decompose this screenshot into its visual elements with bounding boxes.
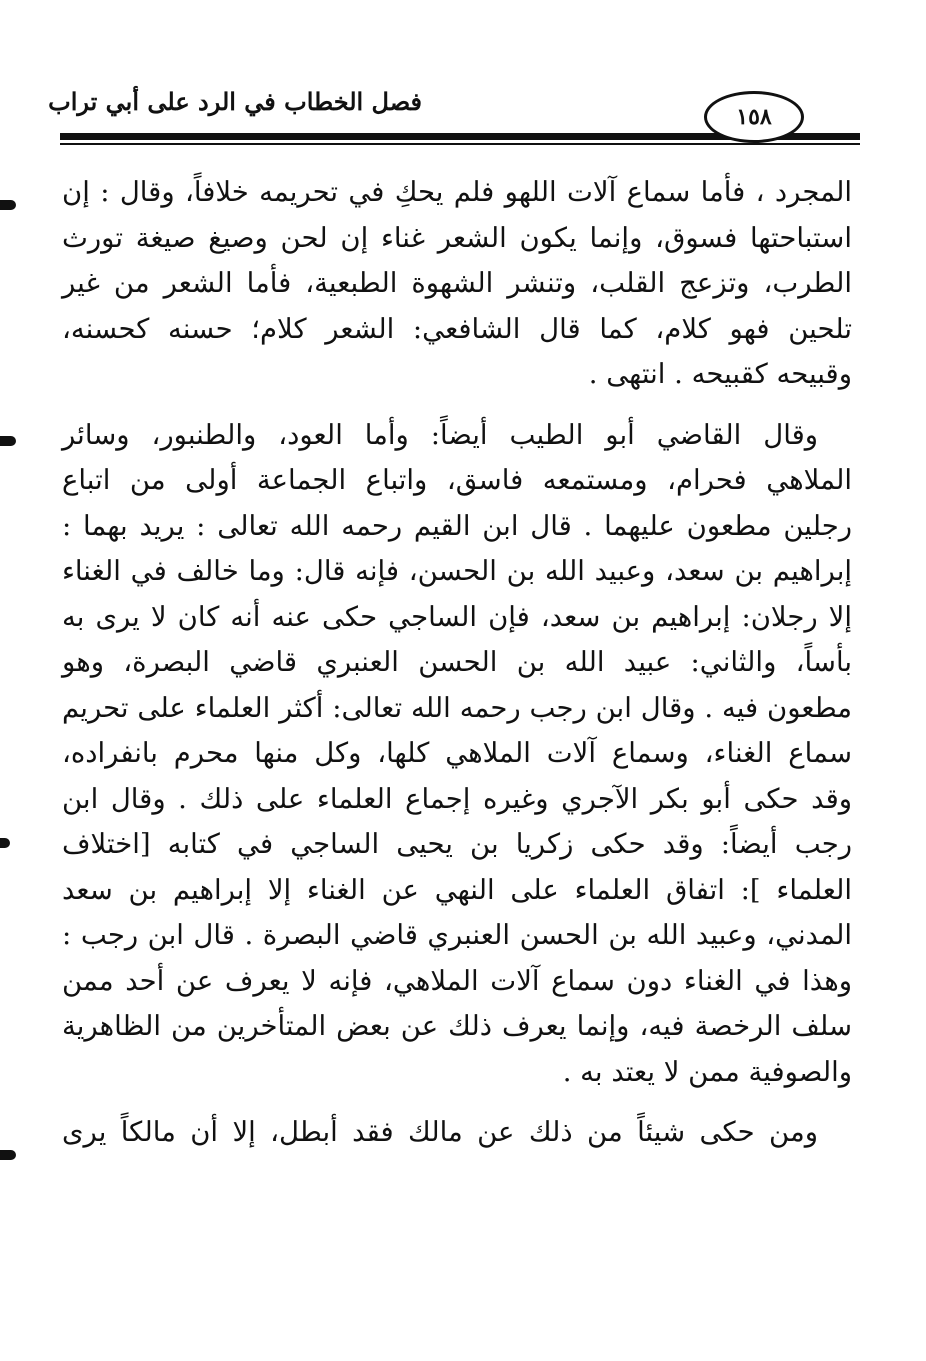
page-number-badge xyxy=(704,91,804,143)
paragraph xyxy=(62,1110,852,1156)
text-line: وقد حكى أبو بكر الآجري وغيره إجماع العلماء على ذلك . وقال ابن xyxy=(62,782,852,815)
text-line: إبراهيم بن سعد، وعبيد الله بن الحسن، فإنه قال: وما خالف في الغناء xyxy=(62,555,852,587)
text-line: وهذا في الغناء دون سماع آلات الملاهي، فإنه لا يعرف عن أحد ممن xyxy=(62,964,852,997)
paragraph xyxy=(62,413,852,1096)
margin-mark xyxy=(0,1150,16,1160)
running-title: فصل الخطاب في الرد على أبي تراب xyxy=(48,87,422,116)
text-line: الطرب، وتزعج القلب، وتنشر الشهوة الطبعية، فأما الشعر من غير xyxy=(62,267,852,299)
margin-mark xyxy=(0,436,16,446)
text-line: مطعون فيه . وقال ابن رجب رحمه الله تعالى: أكثر العلماء على تحريم xyxy=(62,691,852,724)
page-number: ١٥٨ xyxy=(736,104,772,130)
text-line: رجلين مطعون عليهما . قال ابن القيم رحمه الله تعالى : يريد بهما : xyxy=(62,509,852,542)
text-line: المدني، وعبيد الله بن الحسن العنبري قاضي البصرة . قال ابن رجب : xyxy=(62,919,852,951)
text-line: العلماء ]: اتفاق العلماء على النهي عن الغناء إلا إبراهيم بن سعد xyxy=(62,873,852,906)
text-line: الملاهي فحرام، ومستمعه فاسق، واتباع الجماعة أولى من اتباع xyxy=(62,464,852,496)
page-header xyxy=(48,85,860,151)
text-line: والصوفية ممن لا يعتد به . xyxy=(562,1055,852,1088)
margin-mark xyxy=(0,200,16,210)
text-line: رجب أيضاً: وقد حكى زكريا بن يحيى الساجي في كتابه [اختلاف xyxy=(62,828,852,860)
text-line: وقبيحه كقبيحه . انتهى . xyxy=(588,358,852,390)
text-line: تلحين فهو كلام، كما قال الشافعي: الشعر كلام؛ حسنه كحسنه، xyxy=(62,312,852,345)
text-line: إلا رجلان: إبراهيم بن سعد، فإن الساجي حكى عنه أنه كان لا يرى به xyxy=(62,600,852,633)
text-line: المجرد ، فأما سماع آلات اللهو فلم يحكِ في تحريمه خلافاً، وقال : إن xyxy=(62,176,852,208)
text-line: سلف الرخصة فيه، وإنما يعرف ذلك عن بعض المتأخرين من الظاهرية xyxy=(62,1010,852,1042)
text-line: سماع الغناء، وسماع آلات الملاهي كلها، وكل منها محرم بانفراده، xyxy=(62,737,852,769)
margin-mark xyxy=(0,838,10,848)
paragraph xyxy=(62,170,852,398)
text-line: استباحتها فسوق، وإنما يكون الشعر غناء إن لحن وصيغ صيغة تورث xyxy=(62,221,852,254)
header-rule-thin xyxy=(60,143,860,145)
body-text xyxy=(62,170,852,1156)
text-line: بأساً، والثاني: عبيد الله بن الحسن العنبري قاضي البصرة، وهو xyxy=(62,646,852,678)
text-line: وقال القاضي أبو الطيب أيضاً: وأما العود، والطنبور، وسائر xyxy=(62,418,818,451)
text-line: ومن حكى شيئاً من ذلك عن مالك فقد أبطل، إلا أن مالكاً يرى xyxy=(62,1116,818,1148)
